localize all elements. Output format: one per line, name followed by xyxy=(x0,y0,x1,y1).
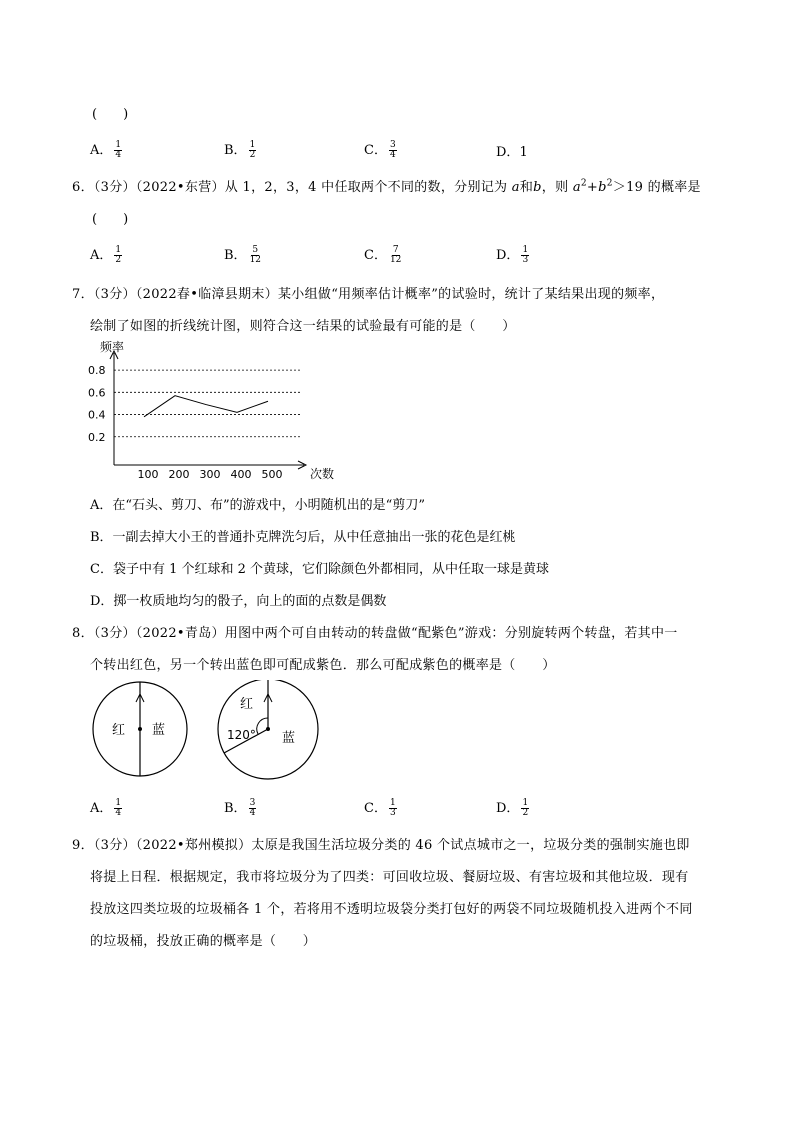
fraction: $\frac{1}{2}$ xyxy=(522,798,529,818)
spinner-2-right-label: 蓝 xyxy=(282,731,296,746)
y-tick-label: 0.2 xyxy=(88,430,106,444)
fraction: $\frac{1}{4}$ xyxy=(115,140,122,160)
q7-question-line2: 绘制了如图的折线统计图，则符合这一结果的试验最有可能的是（ ） xyxy=(90,319,516,334)
q6-question: 6．（3分）（2022•东营）从 1，2，3，4 中任取两个不同的数，分别记为 a和b，则 $a^2+b^2>19$ 的概率是 xyxy=(72,178,701,195)
fraction: $\frac{1}{2}$ xyxy=(115,245,122,265)
q9-question-line4: 的垃圾桶，投放正确的概率是（ ） xyxy=(90,934,317,949)
fraction: $\frac{1}{3}$ xyxy=(522,245,529,265)
x-tick-label: 300 xyxy=(199,468,221,481)
q6-answer-bracket: ( ) xyxy=(92,212,129,227)
spinner-1-right-label: 蓝 xyxy=(152,723,166,738)
spinner-2 xyxy=(218,680,318,779)
y-axis-label: 频率 xyxy=(100,340,125,354)
q8-option-a: A． $\frac{1}{4}$ xyxy=(90,798,122,818)
spinners-figure xyxy=(84,680,334,780)
x-tick-label: 100 xyxy=(137,468,159,481)
series-line xyxy=(144,396,268,417)
spinner-1 xyxy=(93,682,187,776)
q6-option-b: B． $\frac{5}{12}$ xyxy=(224,245,262,265)
y-tick-label: 0.6 xyxy=(88,386,106,400)
fraction: $\frac{3}{4}$ xyxy=(249,798,256,818)
fraction: $\frac{1}{4}$ xyxy=(115,798,122,818)
fraction: $\frac{5}{12}$ xyxy=(249,245,262,265)
fraction: $\frac{7}{12}$ xyxy=(389,245,402,265)
q8-question-line1: 8．（3分）（2022•青岛）用图中两个可自由转动的转盘做“配紫色”游戏：分别旋转两个转盘，若其中一 xyxy=(72,626,678,641)
q6-option-a: A． $\frac{1}{2}$ xyxy=(90,245,122,265)
q6-option-d: D． $\frac{1}{3}$ xyxy=(496,245,529,265)
q5-answer-bracket: ( ) xyxy=(92,107,129,122)
q8-option-d: D． $\frac{1}{2}$ xyxy=(496,798,529,818)
option-letter: A． xyxy=(90,143,113,158)
option-letter: B． xyxy=(224,143,247,158)
spinner-2-angle-label: 120° xyxy=(227,728,256,742)
x-axis-label: 次数 xyxy=(310,467,335,481)
q5-option-a xyxy=(90,139,122,160)
q8-question-line2: 个转出红色，另一个转出蓝色即可配成紫色．那么可配成紫色的概率是（ ） xyxy=(90,658,556,673)
fraction: $\frac{1}{3}$ xyxy=(389,798,396,818)
x-tick-label: 200 xyxy=(168,468,190,481)
x-tick-label: 400 xyxy=(230,468,252,481)
q9-question-line3: 投放这四类垃圾的垃圾桶各 1 个，若将用不透明垃圾袋分类打包好的两袋不同垃圾随机投入进两个不同 xyxy=(90,902,693,917)
line-chart xyxy=(80,335,360,485)
x-tick-label: 500 xyxy=(261,468,283,481)
q7-option-a: A．在“石头、剪刀、布”的游戏中，小明随机出的是“剪刀” xyxy=(90,498,425,513)
q9-question-line2: 将提上日程．根据规定，我市将垃圾分为了四类：可回收垃圾、餐厨垃圾、有害垃圾和其他垃圾．现有 xyxy=(90,870,689,885)
q8-option-c: C． $\frac{1}{3}$ xyxy=(364,798,396,818)
y-tick-label: 0.8 xyxy=(88,364,106,378)
q7-option-b: B．一副去掉大小王的普通扑克牌洗匀后，从中任意抽出一张的花色是红桃 xyxy=(90,530,516,545)
spinner-2-top-label: 红 xyxy=(240,697,254,712)
q5-option-c xyxy=(364,139,397,160)
q5-option-b xyxy=(224,139,256,160)
q8-option-b: B． $\frac{3}{4}$ xyxy=(224,798,256,818)
q7-question-line1: 7．（3分）（2022春•临漳县期末）某小组做“用频率估计概率”的试验时，统计了某结果出现的频率， xyxy=(72,287,665,302)
q7-option-d: D．掷一枚质地均匀的骰子，向上的面的点数是偶数 xyxy=(90,594,387,609)
q7-option-c: C．袋子中有 1 个红球和 2 个黄球，它们除颜色外都相同，从中任取一球是黄球 xyxy=(90,562,550,577)
option-letter: C． xyxy=(364,143,387,158)
q9-question-line1: 9．（3分）（2022•郑州模拟）太原是我国生活垃圾分类的 46 个试点城市之一，垃圾分类的强制实施也即 xyxy=(72,838,690,853)
spinner-1-left-label: 红 xyxy=(112,723,126,738)
q5-option-d: D．1 xyxy=(496,145,528,160)
q6-option-c: C． $\frac{7}{12}$ xyxy=(364,245,402,265)
y-tick-label: 0.4 xyxy=(88,408,106,422)
fraction: $\frac{1}{2}$ xyxy=(249,140,256,160)
fraction: $\frac{3}{4}$ xyxy=(389,140,396,160)
